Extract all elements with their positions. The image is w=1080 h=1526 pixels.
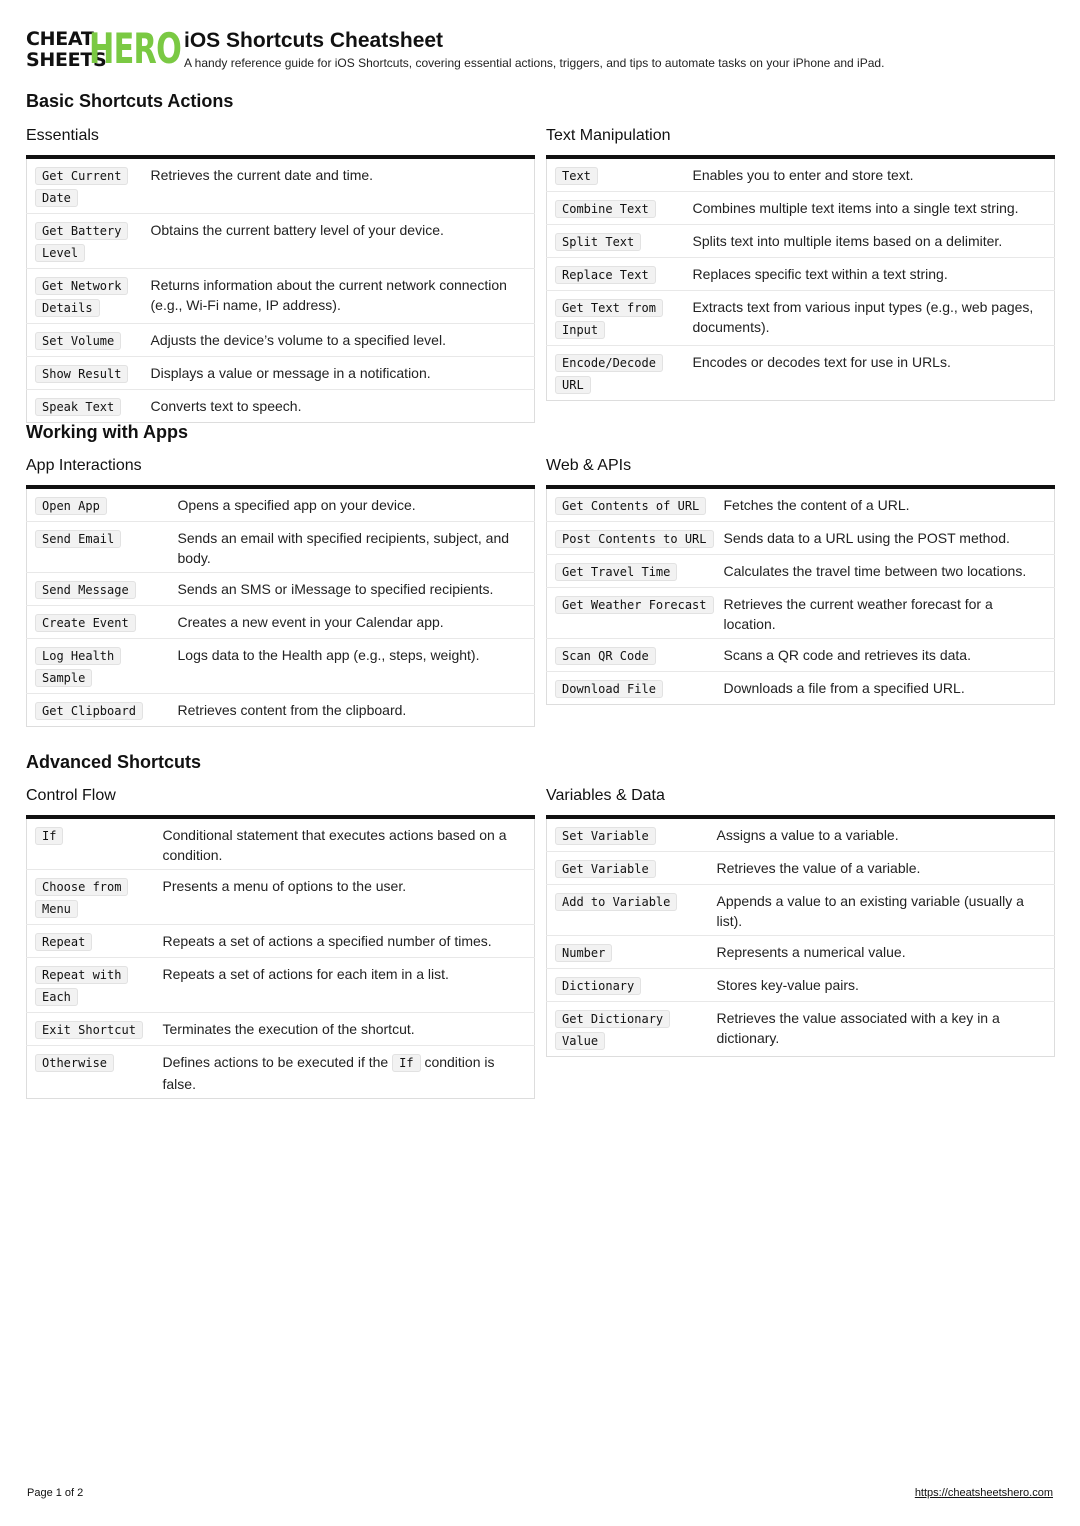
table-row <box>547 157 1055 192</box>
action-name: Get Text from Input <box>555 299 663 339</box>
table-row <box>27 214 535 269</box>
card-title-variables-and-data: Variables & Data <box>546 787 665 804</box>
action-name: Create Event <box>35 614 136 632</box>
action-description: Terminates the execution of the shortcut. <box>159 1013 535 1046</box>
action-description: Sends an email with specified recipients, subject, and body. <box>174 522 535 573</box>
table-row <box>547 969 1055 1002</box>
action-name: Replace Text <box>555 266 656 284</box>
action-name: Send Message <box>35 581 136 599</box>
section-title-working-with-apps: Working with Apps <box>26 422 188 442</box>
site-link[interactable]: https://cheatsheetshero.com <box>914 1487 1053 1499</box>
action-name: Set Variable <box>555 827 656 845</box>
action-name: Post Contents to URL <box>555 530 714 548</box>
control-flow-table <box>26 815 535 1099</box>
table-row <box>547 487 1055 522</box>
table-row <box>547 522 1055 555</box>
table-row <box>547 225 1055 258</box>
action-description: Retrieves the current weather forecast for a location. <box>720 588 1055 639</box>
web-and-apis-table <box>546 485 1055 705</box>
action-description: Assigns a value to a variable. <box>716 827 899 843</box>
action-name: Repeat <box>35 933 92 951</box>
table-row <box>547 817 1055 852</box>
table-row <box>547 885 1055 936</box>
action-name: If <box>35 827 63 845</box>
action-description: Splits text into multiple items based on a delimiter. <box>689 225 1055 258</box>
card-title-text-manipulation: Text Manipulation <box>546 127 671 144</box>
action-name: Download File <box>555 680 663 698</box>
action-name: Add to Variable <box>555 893 677 911</box>
table-row <box>547 1002 1055 1057</box>
variables-and-data-table <box>546 815 1055 1057</box>
action-name: Dictionary <box>555 977 641 995</box>
action-description: Obtains the current battery level of your device. <box>147 214 535 269</box>
page-title: iOS Shortcuts Cheatsheet <box>184 29 444 52</box>
table-row <box>27 694 535 727</box>
section-title-basic-shortcuts-actions: Basic Shortcuts Actions <box>26 91 234 111</box>
action-description: Enables you to enter and store text. <box>692 167 914 183</box>
card-text-manipulation <box>546 125 1055 401</box>
description-text: condition is false. <box>162 1054 495 1092</box>
action-name: Repeat with Each <box>35 966 128 1006</box>
table-row <box>547 291 1055 346</box>
action-description: Stores key-value pairs. <box>713 969 1055 1002</box>
table-row <box>547 936 1055 969</box>
action-name: Set Volume <box>35 332 121 350</box>
card-title-control-flow: Control Flow <box>26 787 116 804</box>
action-name: Get Battery Level <box>35 222 128 262</box>
table-row <box>27 487 535 522</box>
action-description: Represents a numerical value. <box>713 936 1055 969</box>
action-description: Extracts text from various input types (e.g., web pages, documents). <box>689 291 1055 346</box>
card-app-interactions <box>26 455 535 727</box>
action-description: Repeats a set of actions a specified number of times. <box>159 925 535 958</box>
table-row <box>27 1046 535 1099</box>
action-description: Combines multiple text items into a single text string. <box>689 192 1055 225</box>
action-name: Encode/Decode URL <box>555 354 663 394</box>
text-manipulation-table <box>546 155 1055 401</box>
action-description: Presents a menu of options to the user. <box>159 870 535 925</box>
action-description: Displays a value or message in a notification. <box>147 357 535 390</box>
table-row <box>27 269 535 324</box>
essentials-table <box>26 155 535 423</box>
table-row <box>27 639 535 694</box>
card-essentials <box>26 125 535 423</box>
table-row <box>547 258 1055 291</box>
table-row <box>547 346 1055 401</box>
action-name: Send Email <box>35 530 121 548</box>
action-description: Replaces specific text within a text string. <box>689 258 1055 291</box>
action-description <box>159 1046 535 1099</box>
table-row <box>27 925 535 958</box>
table-row <box>547 588 1055 639</box>
app-interactions-table <box>26 485 535 727</box>
action-name: Show Result <box>35 365 128 383</box>
action-name: Number <box>555 944 612 962</box>
action-name: Text <box>555 167 598 185</box>
table-row <box>27 357 535 390</box>
table-row <box>27 157 535 214</box>
action-description: Creates a new event in your Calendar app. <box>174 606 535 639</box>
table-row <box>547 672 1055 705</box>
card-control-flow <box>26 785 535 1099</box>
table-row <box>547 555 1055 588</box>
action-name: Open App <box>35 497 107 515</box>
description-text: Defines actions to be executed if the <box>162 1054 389 1070</box>
table-row <box>547 852 1055 885</box>
action-name: Otherwise <box>35 1054 114 1072</box>
table-row <box>27 522 535 573</box>
table-row <box>27 817 535 870</box>
page-subtitle: A handy reference guide for iOS Shortcuts, covering essential actions, triggers, and tips to automate tasks on your iPhone and iPad. <box>184 56 885 70</box>
action-name: Get Contents of URL <box>555 497 706 515</box>
logo-text-cheat: CHEAT <box>26 28 94 50</box>
action-description: Downloads a file from a specified URL. <box>720 672 1055 705</box>
action-description: Fetches the content of a URL. <box>723 497 910 513</box>
action-description: Logs data to the Health app (e.g., steps, weight). <box>174 639 535 694</box>
logo-text-hero: HERO <box>89 24 182 73</box>
action-description: Sends an SMS or iMessage to specified recipients. <box>174 573 535 606</box>
table-row <box>27 958 535 1013</box>
action-name: Get Weather Forecast <box>555 596 714 614</box>
action-name: Exit Shortcut <box>35 1021 143 1039</box>
action-description: Scans a QR code and retrieves its data. <box>720 639 1055 672</box>
card-title-app-interactions: App Interactions <box>26 457 142 474</box>
action-description: Adjusts the device’s volume to a specified level. <box>147 324 535 357</box>
section-title-advanced-shortcuts: Advanced Shortcuts <box>26 752 202 772</box>
page-header <box>26 24 1056 74</box>
table-row <box>27 390 535 423</box>
action-name: Speak Text <box>35 398 121 416</box>
action-name: Get Clipboard <box>35 702 143 720</box>
action-name: Scan QR Code <box>555 647 656 665</box>
action-name: Get Network Details <box>35 277 128 317</box>
logo-text-sheets: SHEETS <box>26 49 107 71</box>
action-description: Retrieves the value of a variable. <box>713 852 1055 885</box>
card-variables-and-data <box>546 785 1055 1057</box>
action-description: Retrieves the current date and time. <box>150 167 374 183</box>
page-number: Page 1 of 2 <box>27 1487 84 1499</box>
action-description: Sends data to a URL using the POST method. <box>720 522 1055 555</box>
table-row <box>27 573 535 606</box>
table-row <box>27 870 535 925</box>
action-name: Combine Text <box>555 200 656 218</box>
action-description: Opens a specified app on your device. <box>177 497 416 513</box>
table-row <box>547 192 1055 225</box>
action-name: Get Travel Time <box>555 563 677 581</box>
action-name: Choose from Menu <box>35 878 128 918</box>
inline-code-if: If <box>392 1054 420 1072</box>
action-name: Get Dictionary Value <box>555 1010 670 1050</box>
table-row <box>547 639 1055 672</box>
action-description: Retrieves the value associated with a key in a dictionary. <box>713 1002 1055 1057</box>
action-description: Encodes or decodes text for use in URLs. <box>689 346 1055 401</box>
table-row <box>27 324 535 357</box>
action-name: Get Current Date <box>35 167 128 207</box>
card-title-web-and-apis: Web & APIs <box>546 457 632 474</box>
action-name: Log Health Sample <box>35 647 121 687</box>
action-name: Split Text <box>555 233 641 251</box>
cheatsheetshero-logo[interactable] <box>26 24 182 73</box>
action-description: Repeats a set of actions for each item in a list. <box>159 958 535 1013</box>
action-description: Returns information about the current network connection (e.g., Wi-Fi name, IP address). <box>147 269 535 324</box>
action-description: Retrieves content from the clipboard. <box>174 694 535 727</box>
action-description: Calculates the travel time between two locations. <box>720 555 1055 588</box>
action-description: Appends a value to an existing variable (usually a list). <box>713 885 1055 936</box>
action-description: Conditional statement that executes actions based on a condition. <box>162 827 507 863</box>
table-row <box>27 606 535 639</box>
card-title-essentials: Essentials <box>26 127 99 144</box>
action-name: Get Variable <box>555 860 656 878</box>
card-web-and-apis <box>546 455 1055 705</box>
table-row <box>27 1013 535 1046</box>
action-description: Converts text to speech. <box>147 390 535 423</box>
